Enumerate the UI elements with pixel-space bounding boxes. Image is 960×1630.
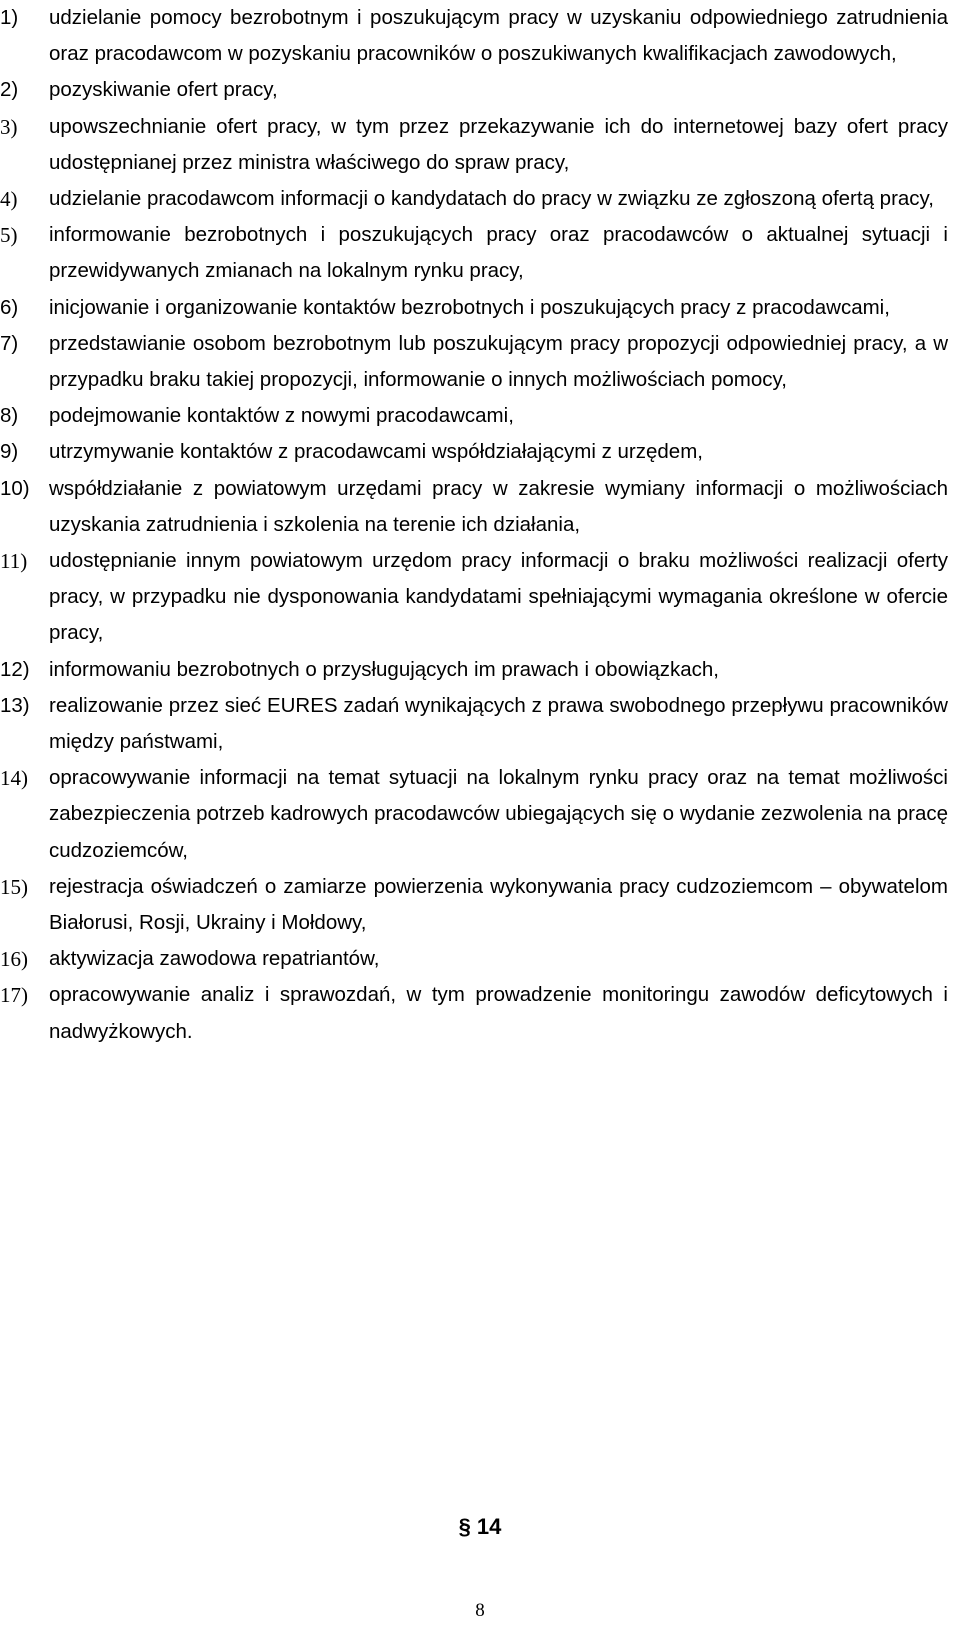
list-item-number: 5) [0,223,18,248]
list-item-number: 11) [0,549,28,574]
list-item [0,398,948,434]
list-item-number: 14) [0,766,28,791]
list-item [0,471,948,543]
section-heading: § 14 [458,1514,502,1539]
list-item-number: 7) [0,331,19,355]
list-item-number: 16) [0,947,28,972]
list-item-text: upowszechnianie ofert pracy, w tym przez przekazywanie ich do internetowej bazy ofert pracy udostępnianej przez ministra właściwego do spraw pracy, [49,114,948,174]
list-item [0,977,948,1049]
list-item [0,434,948,470]
list-item-number: 8) [0,404,19,428]
list-item-text: przedstawianie osobom bezrobotnym lub poszukującym pracy propozycji odpowiedniej pracy, a w przypadku braku takiej propozycji, informowanie o innych możliwościach pomocy, [49,331,948,392]
list-item-text: udzielanie pomocy bezrobotnym i poszukującym pracy w uzyskaniu odpowiedniego zatrudnienia oraz pracodawcom w pozyskaniu pracowników o poszukiwanych kwalifikacjach zawodowych, [49,6,948,66]
list-item [0,0,948,72]
list-item-text: pozyskiwanie ofert pracy, [49,78,278,102]
list-item-number: 12) [0,657,30,681]
list-item-number: 17) [0,983,28,1008]
list-item-text: podejmowanie kontaktów z nowymi pracodawcami, [49,404,514,428]
list-item-text: inicjowanie i organizowanie kontaktów bezrobotnych i poszukujących pracy z pracodawcami, [49,295,890,319]
list-item-number: 1) [0,6,19,29]
list-item-number: 15) [0,874,28,899]
list-item-text: aktywizacja zawodowa repatriantów, [49,947,380,971]
list-item-text: opracowywanie informacji na temat sytuacji na lokalnym rynku pracy oraz na temat możliwości zabezpieczenia potrzeb kadrowych pracodawców ubiegających się o wydanie zezwolenia na pracę cudzoziemców, [49,766,948,862]
list-item-text: rejestracja oświadczeń o zamiarze powierzenia wykonywania pracy cudzoziemcom – obywatelom Białorusi, Rosji, Ukrainy i Mołdowy, [49,874,948,935]
list-item-text: informowanie bezrobotnych i poszukujących pracy oraz pracodawców o aktualnej sytuacji i przewidywanych zmianach na lokalnym rynku pracy, [49,223,948,283]
list-item-text: utrzymywanie kontaktów z pracodawcami współdziałającymi z urzędem, [49,440,703,464]
list-item [0,869,948,941]
list-item [0,760,948,869]
list-item-text: udzielanie pracodawcom informacji o kandydatach do pracy w związku ze zgłoszoną ofertą pracy, [49,187,934,211]
list-item-number: 9) [0,440,19,464]
list-item-text: informowaniu bezrobotnych o przysługujących im prawach i obowiązkach, [49,657,719,681]
list-item [0,543,948,652]
list-item-text: współdziałanie z powiatowym urzędami pracy w zakresie wymiany informacji o możliwościach uzyskania zatrudnienia i szkolenia na terenie ich działania, [49,476,948,536]
list-item [0,109,948,181]
list-item-number: 3) [0,114,18,139]
list-item-number: 2) [0,78,19,102]
list-item-number: 4) [0,187,18,212]
list-item-text: opracowywanie analiz i sprawozdań, w tym prowadzenie monitoringu zawodów deficytowych i nadwyżkowych. [49,983,948,1043]
list-item-number: 10) [0,476,30,500]
list-item [0,290,948,326]
list-item-number: 6) [0,295,19,319]
list-item [0,217,948,289]
page-number: 8 [475,1600,485,1621]
list-item-text: udostępnianie innym powiatowym urzędom pracy informacji o braku możliwości realizacji oferty pracy, w przypadku nie dysponowania kandydatami spełniającymi wymagania określone w ofercie pracy, [49,549,948,645]
list-item [0,652,948,688]
list-item [0,181,948,217]
list-item [0,941,948,977]
list-item-text: realizowanie przez sieć EURES zadań wynikających z prawa swobodnego przepływu pracowników między państwami, [49,693,948,754]
list-item-number: 13) [0,693,30,717]
list-item [0,688,948,760]
list-item [0,72,948,108]
list-item [0,326,948,398]
